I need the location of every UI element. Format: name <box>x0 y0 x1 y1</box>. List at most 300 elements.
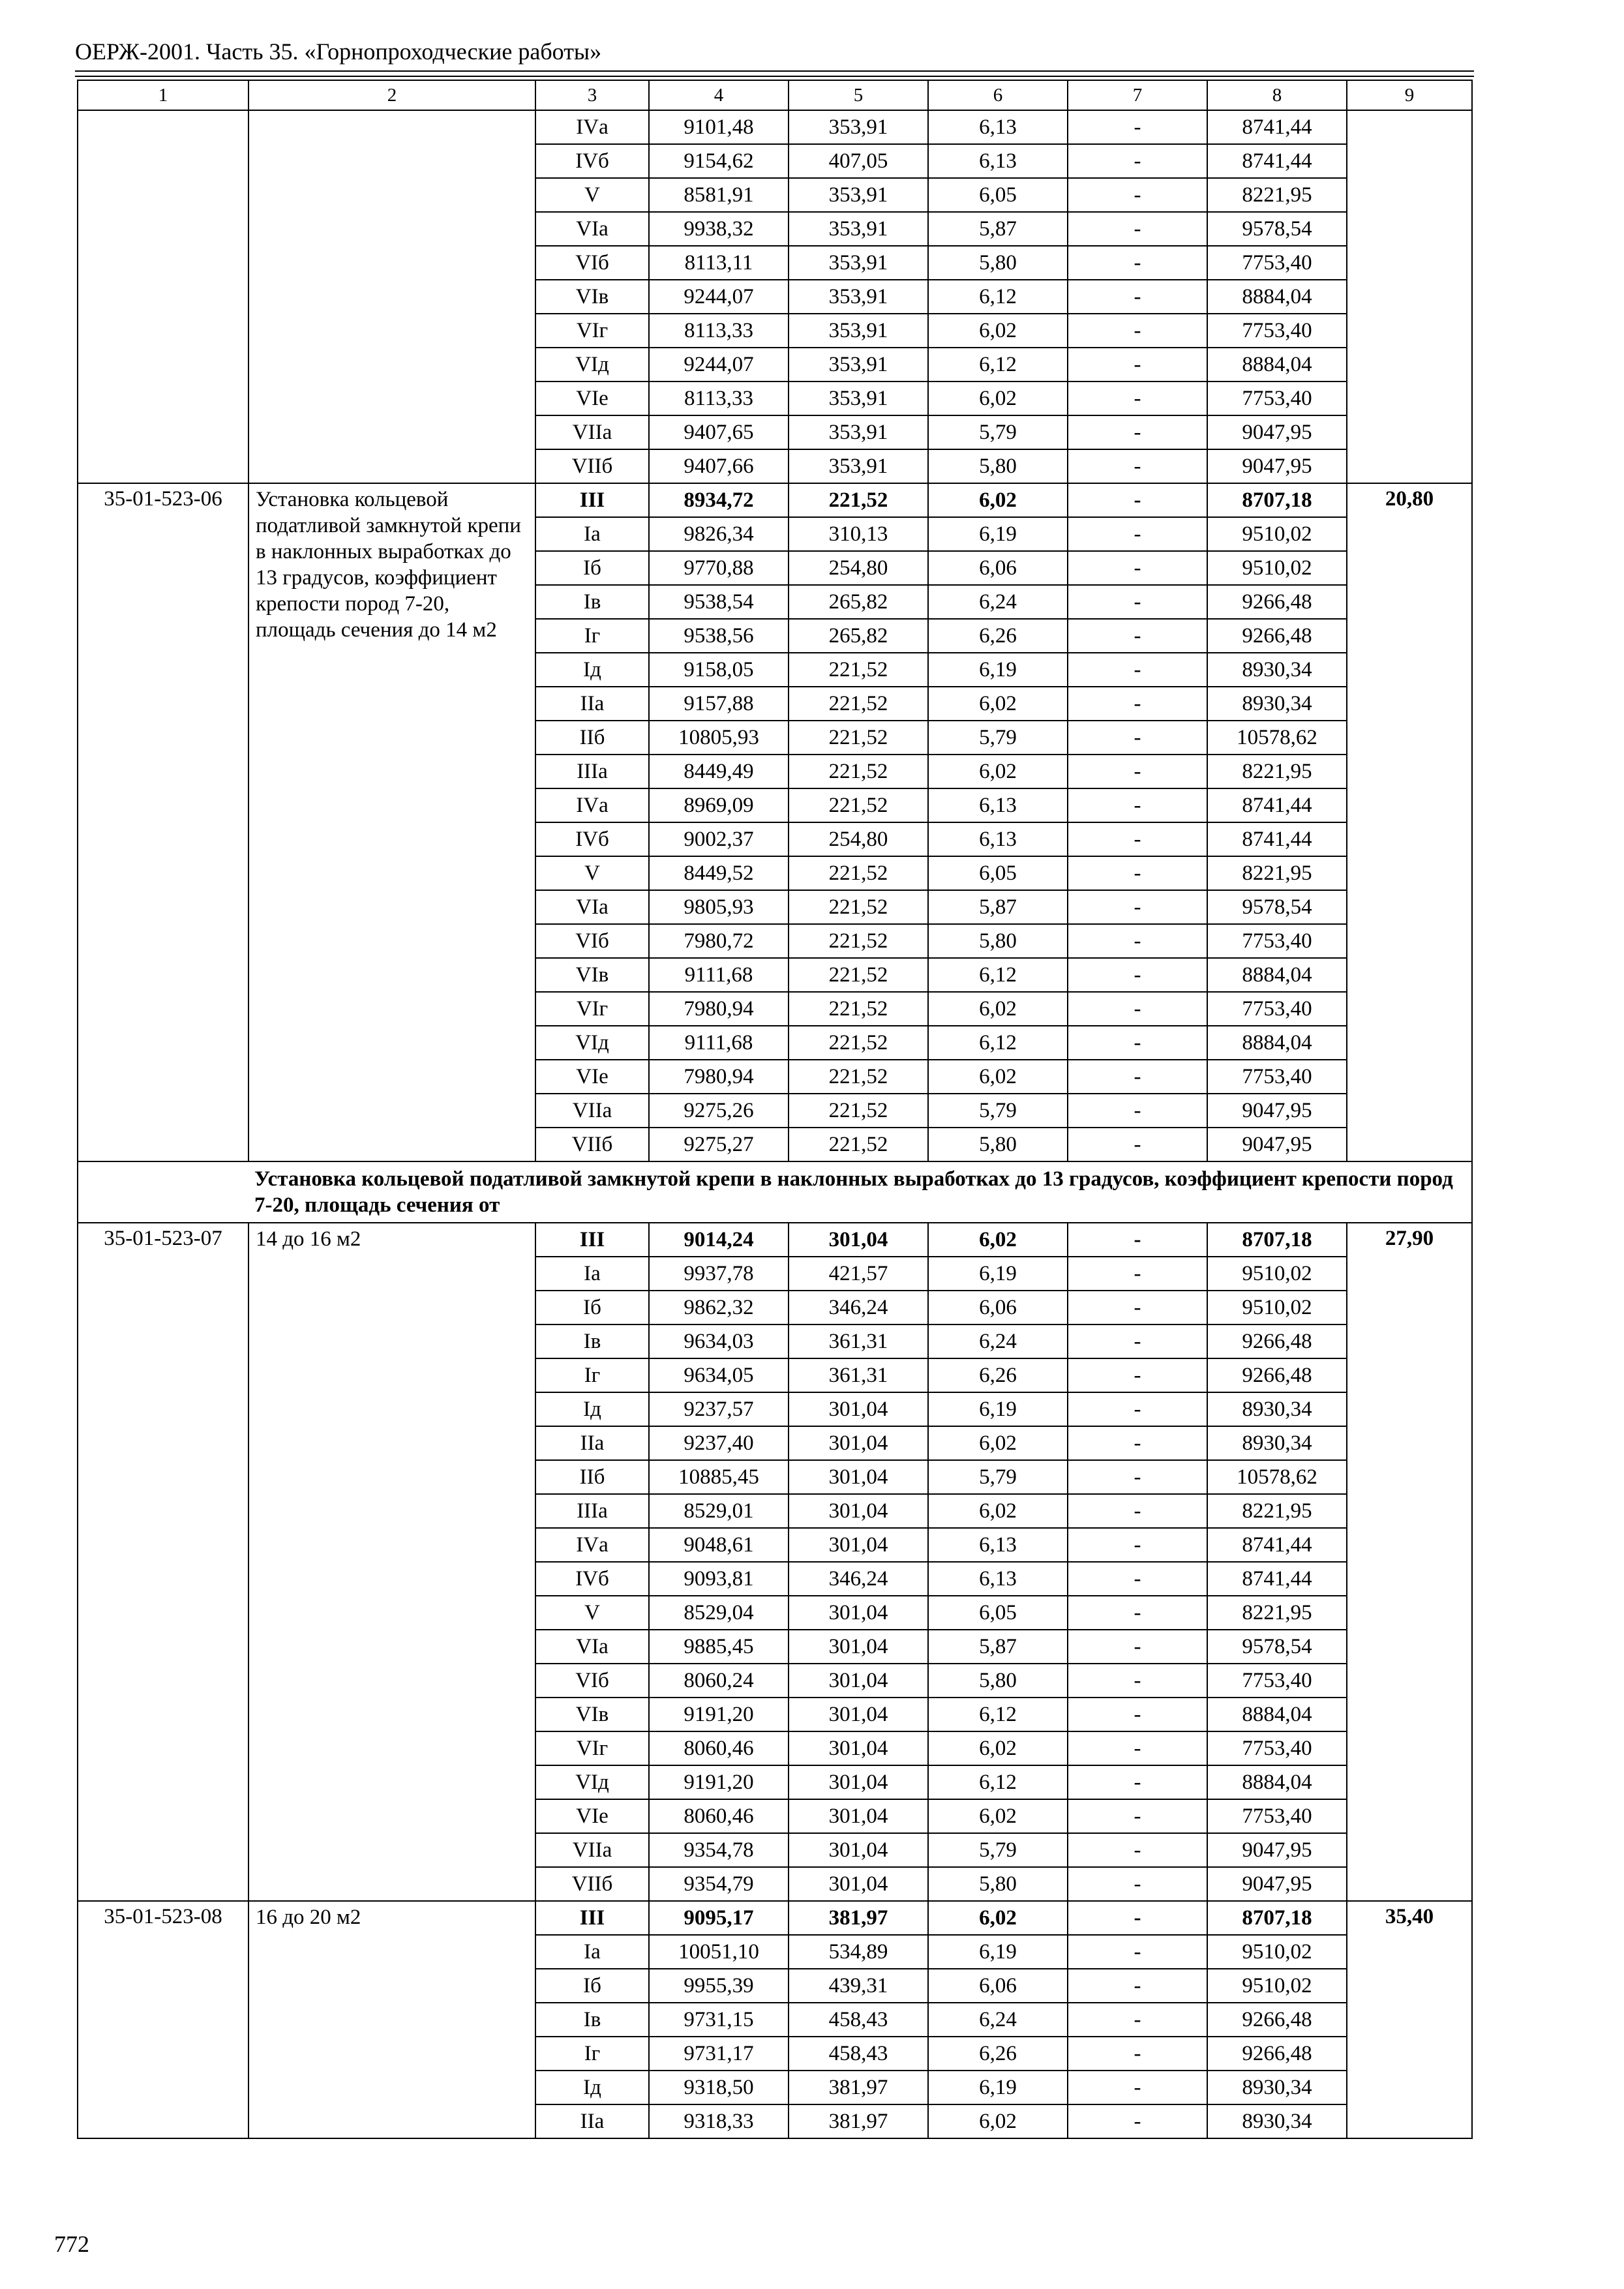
table-cell-col6: 6,13 <box>928 1528 1068 1562</box>
table-cell-col4: 9111,68 <box>649 958 789 992</box>
table-cell-col5: 301,04 <box>789 1630 928 1664</box>
table-cell-col6: 5,80 <box>928 924 1068 958</box>
table-cell-col6: 6,02 <box>928 2104 1068 2138</box>
table-cell-col5: 458,43 <box>789 2003 928 2037</box>
column-number: 9 <box>1347 80 1472 110</box>
table-cell-col8: 9510,02 <box>1207 1257 1347 1291</box>
table-cell-col4: 8449,52 <box>649 856 789 890</box>
table-cell-col7: - <box>1068 1060 1207 1094</box>
table-cell-col7: - <box>1068 1528 1207 1562</box>
table-cell-col6: 6,12 <box>928 280 1068 314</box>
table-cell-col4: 8113,33 <box>649 314 789 348</box>
table-cell-col7: - <box>1068 1392 1207 1426</box>
table-cell-col7: - <box>1068 1358 1207 1392</box>
table-cell-col8: 8221,95 <box>1207 1494 1347 1528</box>
table-cell-col7: - <box>1068 2104 1207 2138</box>
table-cell-col4: 9731,17 <box>649 2037 789 2071</box>
table-cell-col5: 361,31 <box>789 1358 928 1392</box>
table-cell-col3: Iа <box>535 1257 649 1291</box>
table-cell-col6: 6,05 <box>928 178 1068 212</box>
table-cell-col6: 6,02 <box>928 755 1068 788</box>
table-cell-col8: 9578,54 <box>1207 890 1347 924</box>
table-cell-col4: 9634,03 <box>649 1324 789 1358</box>
table-cell-col8: 7753,40 <box>1207 314 1347 348</box>
table-cell-col5: 265,82 <box>789 585 928 619</box>
table-cell-col5: 301,04 <box>789 1494 928 1528</box>
table-cell-col8: 9266,48 <box>1207 585 1347 619</box>
table-cell-col4: 10805,93 <box>649 721 789 755</box>
column-number: 2 <box>248 80 535 110</box>
table-cell-col5: 221,52 <box>789 687 928 721</box>
labor-cost <box>1347 110 1472 483</box>
table-cell-col4: 7980,94 <box>649 1060 789 1094</box>
table-cell-col8: 8707,18 <box>1207 1901 1347 1935</box>
table-cell-col3: IIIа <box>535 1494 649 1528</box>
table-cell-col4: 9634,05 <box>649 1358 789 1392</box>
table-cell-col3: VIв <box>535 280 649 314</box>
table-cell-col5: 353,91 <box>789 449 928 483</box>
table-cell-col5: 346,24 <box>789 1291 928 1324</box>
table-cell-col8: 8884,04 <box>1207 1765 1347 1799</box>
table-cell-col4: 8934,72 <box>649 483 789 517</box>
table-cell-col5: 353,91 <box>789 280 928 314</box>
table-cell-col8: 7753,40 <box>1207 1799 1347 1833</box>
table-cell-col7: - <box>1068 687 1207 721</box>
table-cell-col7: - <box>1068 1257 1207 1291</box>
table-cell-col3: Iг <box>535 2037 649 2071</box>
table-cell-col4: 9158,05 <box>649 653 789 687</box>
table-cell-col8: 8707,18 <box>1207 483 1347 517</box>
table-cell-col7: - <box>1068 1291 1207 1324</box>
table-cell-col4: 9111,68 <box>649 1026 789 1060</box>
table-cell-col3: Iд <box>535 2071 649 2104</box>
table-cell-col5: 301,04 <box>789 1867 928 1901</box>
table-cell-col6: 6,02 <box>928 1494 1068 1528</box>
table-cell-col3: IIб <box>535 721 649 755</box>
table-row <box>78 483 1472 517</box>
table-cell-col4: 9862,32 <box>649 1291 789 1324</box>
table-cell-col4: 9354,78 <box>649 1833 789 1867</box>
table-cell-col8: 9266,48 <box>1207 2037 1347 2071</box>
table-cell-col3: IIа <box>535 1426 649 1460</box>
table-cell-col3: VIв <box>535 958 649 992</box>
table-cell-col6: 6,05 <box>928 856 1068 890</box>
table-cell-col3: IVа <box>535 788 649 822</box>
table-cell-col5: 254,80 <box>789 822 928 856</box>
table-cell-col6: 6,02 <box>928 382 1068 415</box>
table-cell-col5: 221,52 <box>789 1094 928 1128</box>
table-cell-col3: Iв <box>535 2003 649 2037</box>
table-cell-col8: 9047,95 <box>1207 1128 1347 1161</box>
table-cell-col5: 346,24 <box>789 1562 928 1596</box>
table-cell-col4: 9805,93 <box>649 890 789 924</box>
column-number: 5 <box>789 80 928 110</box>
table-cell-col4: 9002,37 <box>649 822 789 856</box>
table-cell-col6: 6,13 <box>928 822 1068 856</box>
table-cell-col5: 353,91 <box>789 246 928 280</box>
table-cell-col4: 8060,24 <box>649 1664 789 1698</box>
column-number: 1 <box>78 80 248 110</box>
table-cell-col6: 6,13 <box>928 110 1068 144</box>
table-cell-col7: - <box>1068 2071 1207 2104</box>
table-cell-col7: - <box>1068 1562 1207 1596</box>
table-cell-col4: 9826,34 <box>649 517 789 551</box>
table-cell-col3: Iг <box>535 1358 649 1392</box>
table-cell-col8: 9510,02 <box>1207 1969 1347 2003</box>
table-cell-col6: 6,02 <box>928 1731 1068 1765</box>
table-cell-col6: 5,79 <box>928 1833 1068 1867</box>
table-cell-col6: 6,13 <box>928 144 1068 178</box>
table-cell-col5: 353,91 <box>789 382 928 415</box>
table-cell-col5: 221,52 <box>789 924 928 958</box>
table-cell-col6: 6,19 <box>928 1257 1068 1291</box>
table-cell-col6: 6,06 <box>928 1291 1068 1324</box>
table-cell-col7: - <box>1068 585 1207 619</box>
work-description: 14 до 16 м2 <box>248 1223 535 1901</box>
table-cell-col4: 9191,20 <box>649 1698 789 1731</box>
table-cell-col5: 353,91 <box>789 314 928 348</box>
table-cell-col4: 9093,81 <box>649 1562 789 1596</box>
table-cell-col3: IVб <box>535 822 649 856</box>
table-cell-col6: 5,79 <box>928 1460 1068 1494</box>
table-cell-col7: - <box>1068 280 1207 314</box>
table-cell-col8: 9510,02 <box>1207 551 1347 585</box>
table-cell-col4: 7980,72 <box>649 924 789 958</box>
table-cell-col6: 6,19 <box>928 653 1068 687</box>
table-cell-col8: 8884,04 <box>1207 958 1347 992</box>
table-cell-col5: 381,97 <box>789 1901 928 1935</box>
table-cell-col6: 6,24 <box>928 585 1068 619</box>
table-cell-col7: - <box>1068 1731 1207 1765</box>
table-cell-col7: - <box>1068 483 1207 517</box>
table-cell-col6: 6,19 <box>928 2071 1068 2104</box>
table-cell-col6: 6,02 <box>928 1426 1068 1460</box>
table-cell-col6: 6,02 <box>928 1901 1068 1935</box>
table-cell-col6: 6,05 <box>928 1596 1068 1630</box>
table-cell-col3: VIIа <box>535 415 649 449</box>
table-cell-col7: - <box>1068 2037 1207 2071</box>
table-cell-col5: 221,52 <box>789 856 928 890</box>
table-cell-col6: 6,13 <box>928 788 1068 822</box>
table-cell-col7: - <box>1068 1128 1207 1161</box>
table-cell-col8: 9510,02 <box>1207 1935 1347 1969</box>
table-cell-col3: VIа <box>535 1630 649 1664</box>
table-cell-col6: 5,79 <box>928 415 1068 449</box>
table-cell-col8: 8930,34 <box>1207 2104 1347 2138</box>
table-cell-col4: 8113,33 <box>649 382 789 415</box>
table-cell-col7: - <box>1068 1664 1207 1698</box>
table-cell-col8: 8221,95 <box>1207 1596 1347 1630</box>
labor-cost: 20,80 <box>1347 483 1472 1161</box>
table-cell-col8: 9047,95 <box>1207 1867 1347 1901</box>
table-cell-col5: 301,04 <box>789 1833 928 1867</box>
table-row <box>78 110 1472 144</box>
table-cell-col4: 9407,66 <box>649 449 789 483</box>
table-cell-col3: IIа <box>535 2104 649 2138</box>
table-cell-col6: 6,12 <box>928 958 1068 992</box>
column-number: 6 <box>928 80 1068 110</box>
table-cell-col6: 6,13 <box>928 1562 1068 1596</box>
table-cell-col7: - <box>1068 1935 1207 1969</box>
table-cell-col5: 361,31 <box>789 1324 928 1358</box>
table-cell-col7: - <box>1068 788 1207 822</box>
table-cell-col4: 8060,46 <box>649 1799 789 1833</box>
work-description: 16 до 20 м2 <box>248 1901 535 2138</box>
table-cell-col8: 8221,95 <box>1207 178 1347 212</box>
table-cell-col5: 221,52 <box>789 890 928 924</box>
table-cell-col3: III <box>535 483 649 517</box>
table-cell-col7: - <box>1068 890 1207 924</box>
table-cell-col3: VIд <box>535 1765 649 1799</box>
table-cell-col5: 221,52 <box>789 1026 928 1060</box>
table-cell-col5: 301,04 <box>789 1426 928 1460</box>
table-cell-col7: - <box>1068 822 1207 856</box>
table-cell-col8: 8221,95 <box>1207 755 1347 788</box>
table-cell-col5: 301,04 <box>789 1596 928 1630</box>
table-cell-col8: 7753,40 <box>1207 1664 1347 1698</box>
table-cell-col5: 221,52 <box>789 483 928 517</box>
table-cell-col5: 221,52 <box>789 958 928 992</box>
table-cell-col5: 353,91 <box>789 110 928 144</box>
table-cell-col4: 9318,33 <box>649 2104 789 2138</box>
table-cell-col8: 7753,40 <box>1207 1731 1347 1765</box>
table-cell-col6: 5,87 <box>928 1630 1068 1664</box>
table-cell-col4: 9955,39 <box>649 1969 789 2003</box>
table-cell-col3: VIа <box>535 890 649 924</box>
table-cell-col4: 9154,62 <box>649 144 789 178</box>
table-cell-col3: V <box>535 856 649 890</box>
column-number: 8 <box>1207 80 1347 110</box>
table-cell-col8: 8221,95 <box>1207 856 1347 890</box>
table-cell-col8: 7753,40 <box>1207 924 1347 958</box>
table-cell-col7: - <box>1068 1630 1207 1664</box>
table-cell-col7: - <box>1068 1324 1207 1358</box>
table-cell-col8: 9266,48 <box>1207 2003 1347 2037</box>
table-cell-col4: 9101,48 <box>649 110 789 144</box>
table-cell-col4: 9275,26 <box>649 1094 789 1128</box>
table-cell-col6: 5,87 <box>928 212 1068 246</box>
table-cell-col4: 9937,78 <box>649 1257 789 1291</box>
table-cell-col7: - <box>1068 348 1207 382</box>
labor-cost: 35,40 <box>1347 1901 1472 2138</box>
table-cell-col8: 8930,34 <box>1207 653 1347 687</box>
table-cell-col6: 6,12 <box>928 1765 1068 1799</box>
table-cell-col5: 221,52 <box>789 1060 928 1094</box>
table-cell-col6: 6,19 <box>928 1935 1068 1969</box>
table-cell-col5: 301,04 <box>789 1799 928 1833</box>
table-cell-col3: VIв <box>535 1698 649 1731</box>
table-cell-col6: 6,24 <box>928 2003 1068 2037</box>
table-cell-col8: 8930,34 <box>1207 2071 1347 2104</box>
table-cell-col8: 8741,44 <box>1207 1562 1347 1596</box>
price-table <box>77 80 1473 2139</box>
table-cell-col8: 8741,44 <box>1207 1528 1347 1562</box>
table-cell-col7: - <box>1068 110 1207 144</box>
table-cell-col4: 9538,56 <box>649 619 789 653</box>
table-cell-col6: 6,06 <box>928 1969 1068 2003</box>
table-cell-col8: 8741,44 <box>1207 110 1347 144</box>
table-cell-col5: 221,52 <box>789 653 928 687</box>
table-cell-col5: 221,52 <box>789 755 928 788</box>
table-cell-col4: 9318,50 <box>649 2071 789 2104</box>
table-row <box>78 1223 1472 1257</box>
section-title: Установка кольцевой податливой замкнутой крепи в наклонных выработках до 13 градусов, коэффициент крепости пород 7-20, площадь сечения от <box>78 1161 1472 1223</box>
table-cell-col4: 7980,94 <box>649 992 789 1026</box>
table-cell-col4: 9191,20 <box>649 1765 789 1799</box>
table-cell-col3: VIг <box>535 314 649 348</box>
table-cell-col8: 10578,62 <box>1207 721 1347 755</box>
table-cell-col8: 9266,48 <box>1207 1358 1347 1392</box>
table-cell-col3: IVа <box>535 110 649 144</box>
table-cell-col8: 9047,95 <box>1207 415 1347 449</box>
table-cell-col5: 301,04 <box>789 1698 928 1731</box>
table-cell-col8: 8884,04 <box>1207 280 1347 314</box>
header-rule <box>75 70 1474 72</box>
table-cell-col6: 6,02 <box>928 1223 1068 1257</box>
table-cell-col5: 381,97 <box>789 2104 928 2138</box>
table-cell-col4: 10051,10 <box>649 1935 789 1969</box>
table-cell-col7: - <box>1068 924 1207 958</box>
table-cell-col3: VIIа <box>535 1833 649 1867</box>
table-cell-col6: 6,26 <box>928 619 1068 653</box>
table-cell-col5: 301,04 <box>789 1731 928 1765</box>
rate-code: 35-01-523-08 <box>78 1901 248 2138</box>
table-cell-col4: 8529,04 <box>649 1596 789 1630</box>
table-cell-col6: 6,26 <box>928 1358 1068 1392</box>
table-cell-col3: IVб <box>535 144 649 178</box>
table-cell-col6: 5,80 <box>928 246 1068 280</box>
section-title-row <box>78 1161 1472 1223</box>
table-cell-col3: Iб <box>535 1291 649 1324</box>
table-cell-col5: 221,52 <box>789 992 928 1026</box>
rate-code <box>78 110 248 483</box>
table-cell-col5: 353,91 <box>789 212 928 246</box>
table-cell-col3: Iг <box>535 619 649 653</box>
table-cell-col8: 8930,34 <box>1207 1426 1347 1460</box>
table-cell-col3: IVа <box>535 1528 649 1562</box>
table-cell-col6: 5,79 <box>928 721 1068 755</box>
table-cell-col5: 301,04 <box>789 1664 928 1698</box>
table-cell-col4: 9407,65 <box>649 415 789 449</box>
table-cell-col4: 9014,24 <box>649 1223 789 1257</box>
table-cell-col5: 421,57 <box>789 1257 928 1291</box>
table-cell-col5: 221,52 <box>789 1128 928 1161</box>
table-cell-col5: 353,91 <box>789 178 928 212</box>
table-cell-col5: 353,91 <box>789 415 928 449</box>
table-cell-col8: 8741,44 <box>1207 788 1347 822</box>
table-cell-col3: V <box>535 178 649 212</box>
table-cell-col4: 9731,15 <box>649 2003 789 2037</box>
table-cell-col4: 10885,45 <box>649 1460 789 1494</box>
table-cell-col3: Iд <box>535 653 649 687</box>
table-cell-col4: 9770,88 <box>649 551 789 585</box>
labor-cost: 27,90 <box>1347 1223 1472 1901</box>
table-cell-col5: 534,89 <box>789 1935 928 1969</box>
table-cell-col5: 301,04 <box>789 1765 928 1799</box>
column-number: 3 <box>535 80 649 110</box>
table-cell-col7: - <box>1068 449 1207 483</box>
table-cell-col3: VIб <box>535 246 649 280</box>
table-cell-col8: 9047,95 <box>1207 1094 1347 1128</box>
table-cell-col8: 9047,95 <box>1207 449 1347 483</box>
table-cell-col5: 310,13 <box>789 517 928 551</box>
table-cell-col3: VIб <box>535 924 649 958</box>
table-cell-col8: 8884,04 <box>1207 348 1347 382</box>
table-cell-col5: 407,05 <box>789 144 928 178</box>
table-cell-col7: - <box>1068 178 1207 212</box>
table-cell-col3: Iд <box>535 1392 649 1426</box>
table-cell-col6: 5,80 <box>928 1128 1068 1161</box>
table-cell-col8: 9510,02 <box>1207 1291 1347 1324</box>
table-cell-col3: VIIа <box>535 1094 649 1128</box>
rate-code: 35-01-523-06 <box>78 483 248 1161</box>
table-cell-col4: 9354,79 <box>649 1867 789 1901</box>
table-cell-col6: 6,19 <box>928 1392 1068 1426</box>
table-cell-col7: - <box>1068 1426 1207 1460</box>
page-header: ОЕРЖ-2001. Часть 35. «Горнопроходческие работы» <box>75 38 602 65</box>
table-cell-col4: 8581,91 <box>649 178 789 212</box>
table-cell-col3: IVб <box>535 1562 649 1596</box>
table-cell-col4: 9885,45 <box>649 1630 789 1664</box>
table-cell-col8: 7753,40 <box>1207 1060 1347 1094</box>
table-cell-col7: - <box>1068 517 1207 551</box>
table-cell-col5: 254,80 <box>789 551 928 585</box>
table-cell-col7: - <box>1068 1867 1207 1901</box>
table-cell-col7: - <box>1068 144 1207 178</box>
table-cell-col7: - <box>1068 1460 1207 1494</box>
table-cell-col4: 9237,40 <box>649 1426 789 1460</box>
table-cell-col4: 9095,17 <box>649 1901 789 1935</box>
table-cell-col8: 9266,48 <box>1207 1324 1347 1358</box>
table-cell-col8: 8930,34 <box>1207 1392 1347 1426</box>
table-cell-col3: Iа <box>535 1935 649 1969</box>
table-cell-col6: 5,80 <box>928 1867 1068 1901</box>
table-cell-col6: 6,02 <box>928 1060 1068 1094</box>
table-cell-col4: 9157,88 <box>649 687 789 721</box>
table-cell-col8: 9266,48 <box>1207 619 1347 653</box>
table-cell-col3: VIб <box>535 1664 649 1698</box>
table-cell-col5: 458,43 <box>789 2037 928 2071</box>
table-cell-col5: 439,31 <box>789 1969 928 2003</box>
table-cell-col8: 9510,02 <box>1207 517 1347 551</box>
table-cell-col3: III <box>535 1223 649 1257</box>
table-cell-col8: 8707,18 <box>1207 1223 1347 1257</box>
table-cell-col6: 5,80 <box>928 449 1068 483</box>
table-cell-col3: VIа <box>535 212 649 246</box>
column-number: 4 <box>649 80 789 110</box>
table-cell-col7: - <box>1068 2003 1207 2037</box>
table-cell-col5: 381,97 <box>789 2071 928 2104</box>
table-cell-col4: 8113,11 <box>649 246 789 280</box>
table-cell-col7: - <box>1068 619 1207 653</box>
header-rule-double <box>75 76 1474 77</box>
page-number: 772 <box>54 2231 89 2257</box>
table-cell-col8: 8741,44 <box>1207 144 1347 178</box>
table-cell-col8: 8741,44 <box>1207 822 1347 856</box>
table-cell-col5: 301,04 <box>789 1528 928 1562</box>
table-cell-col8: 7753,40 <box>1207 246 1347 280</box>
table-cell-col8: 7753,40 <box>1207 382 1347 415</box>
table-cell-col6: 6,02 <box>928 1799 1068 1833</box>
table-cell-col5: 301,04 <box>789 1392 928 1426</box>
table-cell-col7: - <box>1068 1833 1207 1867</box>
table-cell-col3: VIд <box>535 348 649 382</box>
table-cell-col6: 6,02 <box>928 314 1068 348</box>
table-cell-col6: 5,79 <box>928 1094 1068 1128</box>
table-cell-col6: 5,87 <box>928 890 1068 924</box>
table-cell-col7: - <box>1068 755 1207 788</box>
table-cell-col7: - <box>1068 382 1207 415</box>
